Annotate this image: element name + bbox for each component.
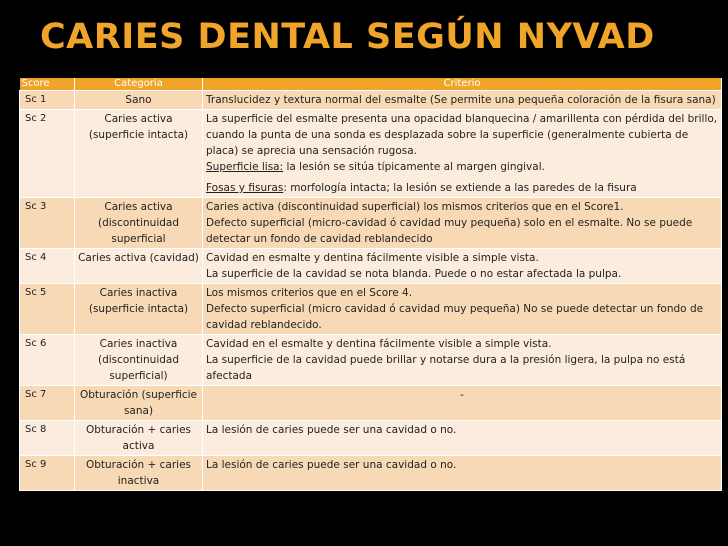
criterio-cell — [203, 335, 722, 386]
superficie-lisa-text: la lesión se sitúa típicamente al margen gingival. — [283, 161, 545, 173]
table-row — [20, 421, 722, 456]
categoria-cell: Obturación + caries activa — [75, 421, 203, 456]
table-row — [20, 386, 722, 421]
superficie-lisa-label: Superficie lisa: — [206, 161, 284, 173]
criterio-text: Los mismos criterios que en el Score 4. — [206, 287, 413, 299]
categoria-cell: Caries inactiva (discontinuidad superficial) — [75, 335, 203, 386]
score-cell: Sc 8 — [20, 421, 75, 456]
criterio-text: Cavidad en el esmalte y dentina fácilmente visible a simple vista. — [206, 338, 552, 350]
score-cell: Sc 6 — [20, 335, 75, 386]
criterio-text: Caries activa (discontinuidad superficial) los mismos criterios que en el Score1. — [206, 201, 624, 213]
criterio-text: La superficie del esmalte presenta una opacidad blanquecina / amarillenta con pérdida del brillo, cuando la punta de una sonda es desplazada sobre la superficie (generalmente cubierta de placa) se aprecia una sensación rugosa. — [206, 113, 718, 157]
table-row — [20, 198, 722, 249]
header-criterio: Criterio — [203, 78, 722, 91]
score-cell: Sc 1 — [20, 91, 75, 110]
criterio-text: - — [460, 389, 464, 401]
fosas-fisuras-line — [206, 180, 718, 196]
criterio-cell — [203, 249, 722, 284]
header-score: Score — [20, 78, 75, 91]
table-row — [20, 91, 722, 110]
score-cell: Sc 7 — [20, 386, 75, 421]
criterio-cell — [203, 110, 722, 198]
criterio-cell — [203, 456, 722, 491]
categoria-cell: Obturación + caries inactiva — [75, 456, 203, 491]
categoria-cell: Caries activa (superficie intacta) — [75, 110, 203, 198]
categoria-cell: Caries activa (cavidad) — [75, 249, 203, 284]
criterio-text: La lesión de caries puede ser una cavidad o no. — [206, 459, 457, 471]
criterio-text: Cavidad en esmalte y dentina fácilmente visible a simple vista. — [206, 252, 539, 264]
nyvad-table — [19, 78, 722, 491]
table-row — [20, 110, 722, 198]
criterio-cell — [203, 386, 722, 421]
categoria-cell: Sano — [75, 91, 203, 110]
criterio-cell — [203, 421, 722, 456]
categoria-cell: Obturación (superficie sana) — [75, 386, 203, 421]
superficie-lisa-line — [206, 159, 718, 175]
criterio-cell — [203, 284, 722, 335]
criterio-text: Translucidez y textura normal del esmalte (Se permite una pequeña coloración de la fisura sana) — [206, 94, 716, 106]
criterio-text: Defecto superficial (micro-cavidad ó cavidad muy pequeña) solo en el esmalte. No se puede detectar un fondo de cavidad reblandecido — [206, 217, 693, 245]
score-cell: Sc 3 — [20, 198, 75, 249]
fosas-fisuras-label: Fosas y fisuras — [206, 182, 284, 194]
score-cell: Sc 2 — [20, 110, 75, 198]
table-row — [20, 456, 722, 491]
criterio-text: La superficie de la cavidad puede brillar y notarse dura a la presión ligera, la pulpa no está afectada — [206, 354, 686, 382]
categoria-cell: Caries inactiva (superficie intacta) — [75, 284, 203, 335]
criterio-text: La lesión de caries puede ser una cavidad o no. — [206, 424, 457, 436]
criterio-text: Defecto superficial (micro cavidad ó cavidad muy pequeña) No se puede detectar un fondo de cavidad reblandecido. — [206, 303, 704, 331]
slide-title: CARIES DENTAL SEGÚN NYVAD — [40, 17, 655, 57]
table-row — [20, 335, 722, 386]
criterio-cell — [203, 198, 722, 249]
score-cell: Sc 5 — [20, 284, 75, 335]
table-row — [20, 249, 722, 284]
criterio-text: La superficie de la cavidad se nota blanda. Puede o no estar afectada la pulpa. — [206, 268, 622, 280]
categoria-cell: Caries activa (discontinuidad superficial — [75, 198, 203, 249]
header-categoria: Categoria — [75, 78, 203, 91]
table-header-row — [20, 78, 722, 91]
score-cell: Sc 4 — [20, 249, 75, 284]
criterio-cell — [203, 91, 722, 110]
fosas-fisuras-text: : morfología intacta; la lesión se extiende a las paredes de la fisura — [283, 182, 637, 194]
table-row — [20, 284, 722, 335]
score-cell: Sc 9 — [20, 456, 75, 491]
